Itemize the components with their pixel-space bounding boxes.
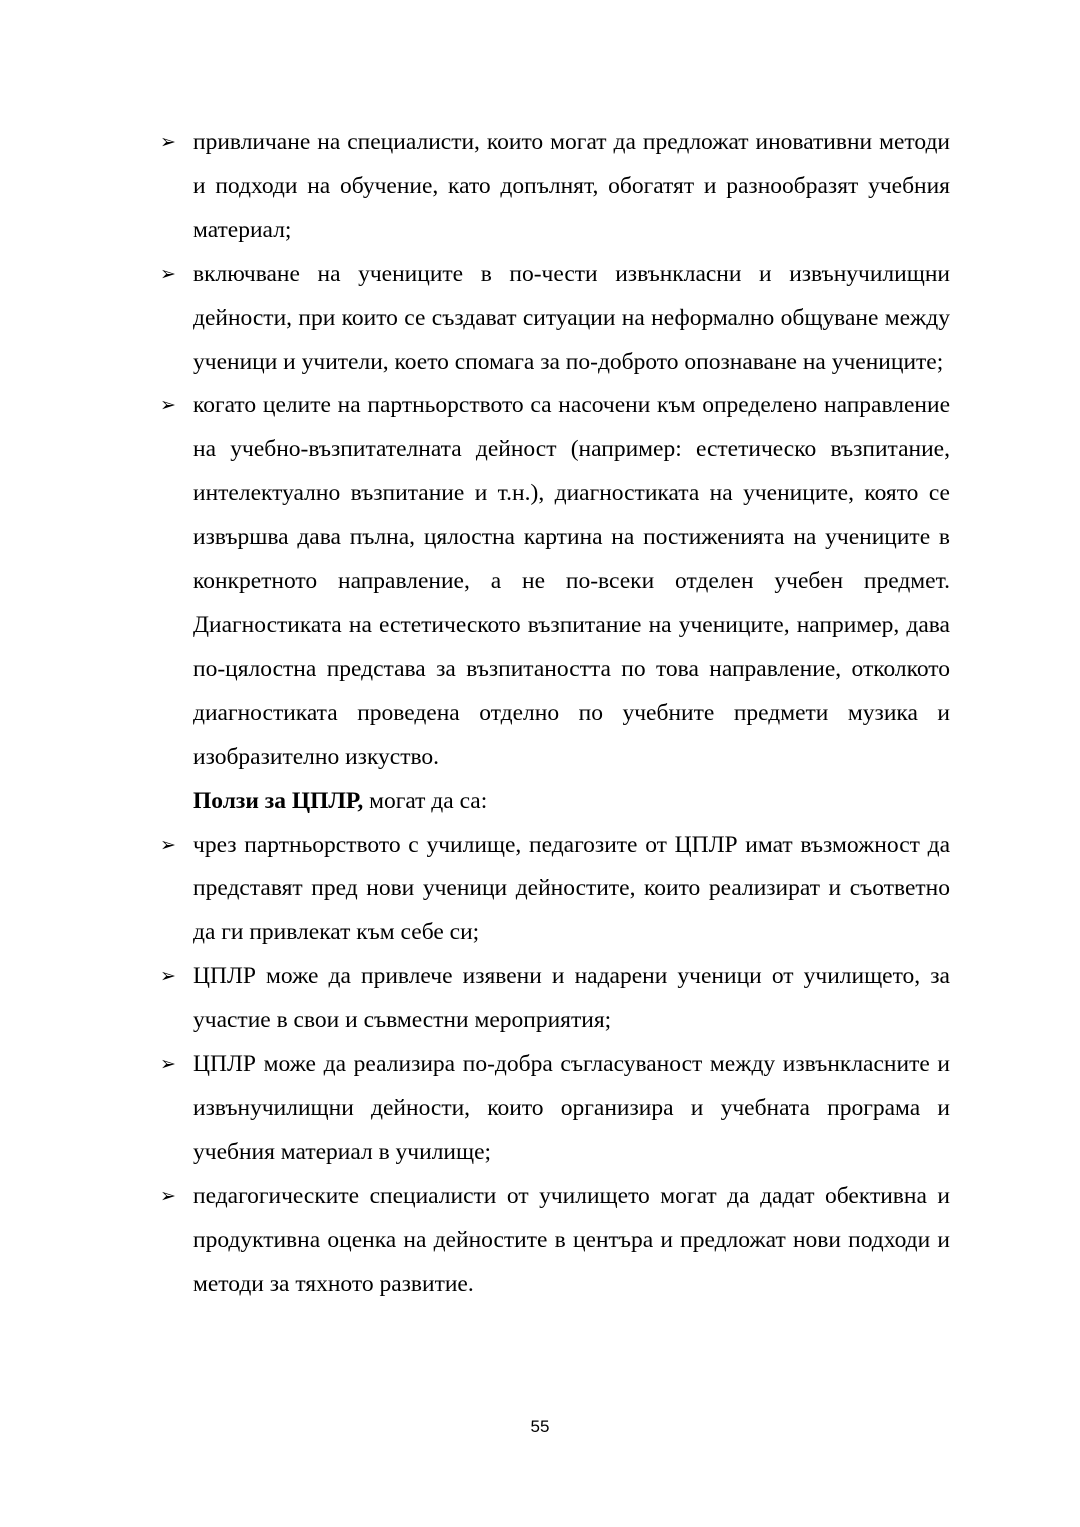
list-item-school-1 bbox=[160, 121, 950, 253]
arrow-bullet-icon: ➢ bbox=[160, 394, 176, 417]
arrow-bullet-icon: ➢ bbox=[160, 965, 176, 988]
arrow-bullet-icon: ➢ bbox=[160, 131, 176, 153]
arrow-bullet-icon: ➢ bbox=[160, 1184, 176, 1207]
list-item-cplr-4 bbox=[160, 1175, 950, 1307]
list-item-text: включване на учениците в по-чести извънкласни и извънучилищни дейности, при които се създават ситуации на неформално общуване между ученици и учители, което спомага за по-доброто опознаване на учениците; bbox=[193, 260, 950, 375]
list-item-cplr-3 bbox=[160, 1043, 950, 1175]
list-item-text: чрез партньорството с училище, педагозите от ЦПЛР имат възможност да представят пред нови ученици дейностите, които реализират и съответно да ги привлекат към себе си; bbox=[193, 831, 950, 946]
cplr-benefits-heading-rest: могат да са: bbox=[363, 787, 488, 814]
list-item-text: когато целите на партньорството са насочени към определено направление на учебно-възпитателната дейност (например: естетическо възпитание, интелектуално възпитание и т.н.), диагностиката на учениците, която се извършва дава пълна, цялостна картина на постиженията на учениците в конкретното направление, а не по-всеки отделен учебен предмет. Диагностиката на естетическото възпитание на учениците, например, дава по-цялостна представа за възпитаността по това направление, отколкото диагностиката проведена отделно по учебните предмети музика и изобразително изкуство. bbox=[193, 392, 950, 770]
list-item-school-3 bbox=[160, 384, 950, 779]
list-item-cplr-1 bbox=[160, 824, 950, 956]
list-item-cplr-2 bbox=[160, 955, 950, 1043]
list-item-text: педагогическите специалисти от училището могат да дадат обективна и продуктивна оценка на дейностите в центъра и предложат нови подходи и методи за тяхното развитие. bbox=[193, 1182, 950, 1297]
arrow-bullet-icon: ➢ bbox=[160, 1053, 176, 1076]
cplr-benefits-heading-bold: Ползи за ЦПЛР, bbox=[193, 787, 364, 814]
arrow-bullet-icon: ➢ bbox=[160, 262, 176, 285]
list-item-text: привличане на специалисти, които могат да предложат иновативни методи и подходи на обучение, като допълнят, обогатят и разнообразят учебния материал; bbox=[193, 129, 950, 243]
list-item-text: ЦПЛР може да привлече изявени и надарени ученици от училището, за участие в свои и съвместни мероприятия; bbox=[193, 963, 950, 1034]
list-item-school-2 bbox=[160, 253, 950, 385]
cplr-benefits-heading bbox=[160, 780, 950, 824]
list-item-text: ЦПЛР може да реализира по-добра съгласуваност между извънкласните и извънучилищни дейности, които организира и учебната програма и учебния материал в училище; bbox=[193, 1051, 950, 1165]
page-body bbox=[160, 121, 950, 1306]
page-number: 55 bbox=[530, 1417, 550, 1436]
arrow-bullet-icon: ➢ bbox=[160, 833, 176, 856]
